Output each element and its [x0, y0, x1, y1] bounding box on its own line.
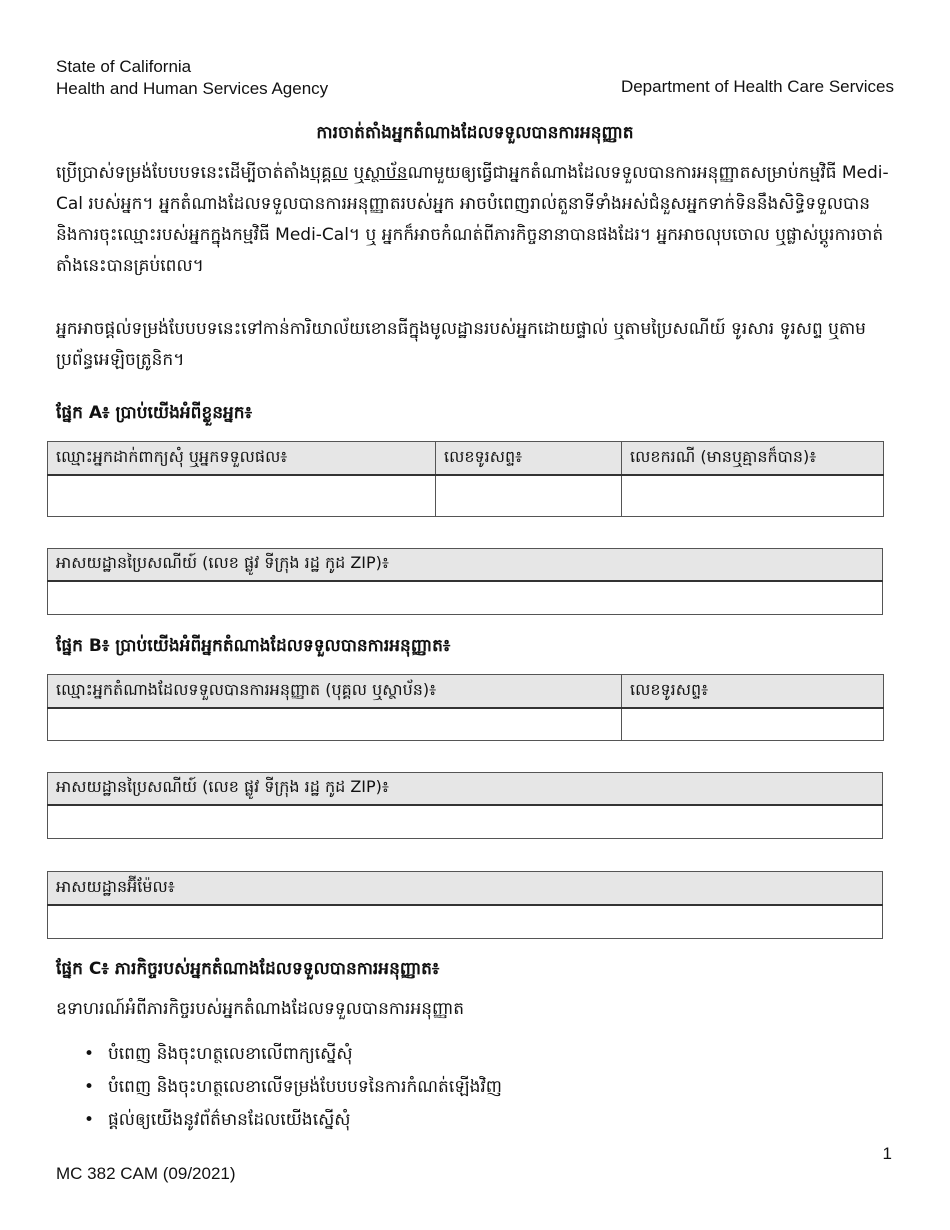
representative-phone-field[interactable] — [622, 708, 884, 741]
applicant-name-field[interactable] — [48, 475, 436, 517]
applicant-address-table — [47, 548, 883, 615]
representative-name-label: ឈ្មោះអ្នកតំណាងដែលទទួលបានការអនុញ្ញាត (បុគ្គល ឬស្ថាប័ន)៖ — [48, 675, 622, 708]
page-number: 1 — [882, 1144, 892, 1163]
section-c-intro: ឧទាហរណ៍អំពីភារកិច្ចរបស់អ្នកតំណាងដែលទទួលបានការអនុញ្ញាត — [56, 999, 465, 1019]
list-item: • បំពេញ និងចុះហត្ថលេខាលើពាក្យស្នើសុំ — [84, 1038, 502, 1071]
intro-text-rest: ណាមួយឲ្យធ្វើជាអ្នកតំណាងដែលទទួលបានការអនុញ្ញាតសម្រាប់កម្មវិធី Medi-Cal របស់អ្នក។ អ្នកតំណាងដែលទទួលបានការអនុញ្ញាតរបស់អ្នក អាចបំពេញរាល់តួនាទីទាំងអស់ជំនួសអ្នកទាក់ទិននឹងសិទ្ធិទទួលបាន និងការចុះឈ្មោះរបស់អ្នកក្នុងកម្មវិធី Medi-Cal។ ឬ អ្នកក៏អាចកំណត់ពីភារកិច្ចនានាបានផងដែរ។ អ្នកអាចលុបចោល ឬផ្លាស់ប្តូរការចាត់តាំងនេះបានគ្រប់ពេល។ — [56, 163, 889, 276]
case-number-label: លេខករណី (មានឬគ្មានក៏បាន)៖ — [622, 442, 884, 475]
representative-phone-label: លេខទូរសព្ទ៖ — [622, 675, 884, 708]
intro-paragraph — [56, 158, 896, 282]
section-c-heading: ផ្នែក C៖ ភារកិច្ចរបស់អ្នកតំណាងដែលទទួលបានការអនុញ្ញាត៖ — [56, 959, 440, 979]
state-name: State of California — [56, 57, 192, 76]
representative-address-table — [47, 772, 883, 839]
submit-info-paragraph: អ្នកអាចផ្តល់ទម្រង់បែបបទនេះទៅកាន់ការិយាល័យខោនធីក្នុងមូលដ្ឋានរបស់អ្នកដោយផ្ទាល់ ឬតាមប្រៃសណីយ៍ ទូរសារ ទូរសព្ទ ឬតាមប្រព័ន្ធអេឡិចត្រូនិក។ — [56, 319, 866, 370]
list-item: • ផ្តល់ឲ្យយើងនូវព័ត៌មានដែលយើងស្នើសុំ — [84, 1104, 502, 1137]
representative-info-table — [47, 674, 884, 741]
applicant-address-label: អាសយដ្ឋានប្រៃសណីយ៍ (លេខ ផ្លូវ ទីក្រុង រដ្ឋ កូដ ZIP)៖ — [48, 549, 883, 581]
applicant-address-field[interactable] — [48, 581, 883, 615]
intro-organization: ស្ថាប័ន — [364, 163, 408, 183]
department-name: Department of Health Care Services — [620, 77, 894, 96]
intro-text-start: ប្រើប្រាស់ទម្រង់បែបបទនេះដើម្បីចាត់តាំង — [56, 163, 311, 183]
agency-name: Health and Human Services Agency — [56, 79, 329, 98]
page-title: ការចាត់តាំងអ្នកតំណាងដែលទទួលបានការអនុញ្ញាត — [316, 123, 634, 143]
representative-address-field[interactable] — [48, 805, 883, 839]
form-id: MC 382 CAM (09/2021) — [56, 1164, 236, 1183]
representative-email-field[interactable] — [48, 905, 883, 939]
applicant-name-label: ឈ្មោះអ្នកដាក់ពាក្យសុំ ឬអ្នកទទួលផល៖ — [48, 442, 436, 475]
intro-or: ឬ — [348, 163, 365, 183]
section-b-heading: ផ្នែក B៖ ប្រាប់យើងអំពីអ្នកតំណាងដែលទទួលបានការអនុញ្ញាត៖ — [56, 636, 451, 656]
section-a-heading: ផ្នែក A៖ ប្រាប់យើងអំពីខ្លួនអ្នក៖ — [56, 403, 253, 423]
intro-person: បុគ្គល — [310, 163, 349, 183]
representative-email-table — [47, 871, 883, 939]
representative-name-field[interactable] — [48, 708, 622, 741]
representative-address-label: អាសយដ្ឋានប្រៃសណីយ៍ (លេខ ផ្លូវ ទីក្រុង រដ្ឋ កូដ ZIP)៖ — [48, 773, 883, 805]
applicant-phone-label: លេខទូរសព្ទ៖ — [436, 442, 622, 475]
representative-email-label: អាសយដ្ឋានអ៊ីម៉ែល៖ — [48, 872, 883, 905]
applicant-info-table — [47, 441, 884, 517]
duties-list — [84, 1038, 502, 1137]
case-number-field[interactable] — [622, 475, 884, 517]
applicant-phone-field[interactable] — [436, 475, 622, 517]
list-item: • បំពេញ និងចុះហត្ថលេខាលើទម្រង់បែបបទនៃការកំណត់ឡើងវិញ — [84, 1071, 502, 1104]
